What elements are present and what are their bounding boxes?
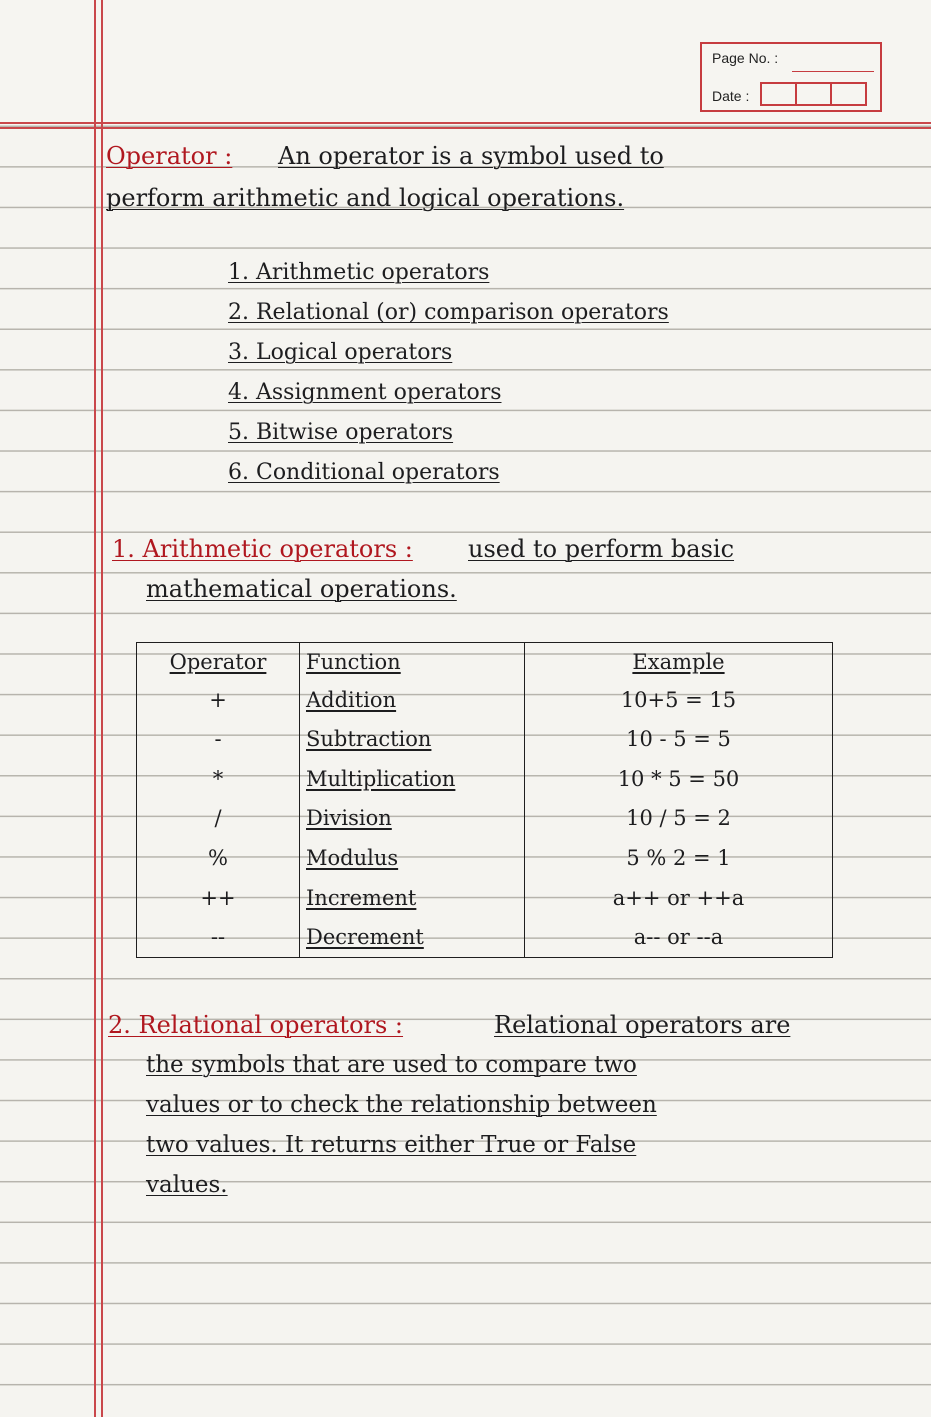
- table-row: [137, 720, 833, 760]
- relational-heading: 2. Relational operators :: [108, 1011, 404, 1039]
- example-cell: a++ or ++a: [525, 878, 833, 918]
- relational-line: values or to check the relationship between: [146, 1092, 657, 1118]
- arithmetic-line-2: mathematical operations.: [146, 575, 457, 603]
- page-date-box: [700, 42, 882, 112]
- column-header-example: Example: [525, 643, 833, 681]
- table-row: [137, 838, 833, 878]
- arithmetic-heading: 1. Arithmetic operators :: [112, 535, 413, 563]
- page-no-field: [792, 71, 874, 72]
- margin-line-left: [94, 0, 96, 1417]
- date-box-day: [760, 82, 797, 106]
- definition-text: An operator is a symbol used to: [278, 142, 664, 170]
- operator-cell: %: [137, 838, 300, 878]
- operator-cell: *: [137, 759, 300, 799]
- example-cell: 10 * 5 = 50: [525, 759, 833, 799]
- function-cell: Addition: [300, 680, 525, 720]
- list-item: 2. Relational (or) comparison operators: [228, 300, 669, 325]
- relational-line: two values. It returns either True or False: [146, 1132, 637, 1158]
- list-item: 5. Bitwise operators: [228, 420, 454, 445]
- function-cell: Division: [300, 799, 525, 839]
- date-label: Date :: [712, 88, 750, 104]
- list-item: 1. Arithmetic operators: [228, 260, 490, 285]
- column-header-operator: Operator: [137, 643, 300, 681]
- example-cell: 10+5 = 15: [525, 680, 833, 720]
- date-box-year: [830, 82, 867, 106]
- function-cell: Decrement: [300, 917, 525, 957]
- operator-cell: -: [137, 720, 300, 760]
- example-cell: 5 % 2 = 1: [525, 838, 833, 878]
- list-item: 6. Conditional operators: [228, 460, 500, 485]
- function-cell: Subtraction: [300, 720, 525, 760]
- relational-line: values.: [146, 1172, 228, 1198]
- example-cell: a-- or --a: [525, 917, 833, 957]
- page-no-label: Page No. :: [712, 50, 779, 66]
- function-cell: Multiplication: [300, 759, 525, 799]
- table-row: [137, 878, 833, 918]
- operator-cell: /: [137, 799, 300, 839]
- margin-line-right: [101, 0, 103, 1417]
- function-cell: Modulus: [300, 838, 525, 878]
- table-header-row: [137, 643, 833, 681]
- example-cell: 10 - 5 = 5: [525, 720, 833, 760]
- example-cell: 10 / 5 = 2: [525, 799, 833, 839]
- definition-term: Operator :: [106, 142, 233, 170]
- date-field: [760, 82, 865, 106]
- operator-cell: --: [137, 917, 300, 957]
- column-header-function: Function: [300, 643, 525, 681]
- table-row: [137, 917, 833, 957]
- arithmetic-operators-table: [136, 642, 833, 958]
- list-item: 4. Assignment operators: [228, 380, 502, 405]
- definition-line-2: perform arithmetic and logical operations.: [106, 184, 625, 212]
- table-row: [137, 799, 833, 839]
- relational-line: the symbols that are used to compare two: [146, 1052, 637, 1078]
- table-row: [137, 680, 833, 720]
- table-row: [137, 759, 833, 799]
- list-item: 3. Logical operators: [228, 340, 453, 365]
- operator-cell: +: [137, 680, 300, 720]
- top-margin-line: [0, 122, 931, 124]
- date-box-month: [795, 82, 832, 106]
- relational-text: Relational operators are: [494, 1011, 791, 1039]
- operator-cell: ++: [137, 878, 300, 918]
- function-cell: Increment: [300, 878, 525, 918]
- arithmetic-text: used to perform basic: [468, 535, 735, 563]
- top-margin-line-2: [0, 127, 931, 129]
